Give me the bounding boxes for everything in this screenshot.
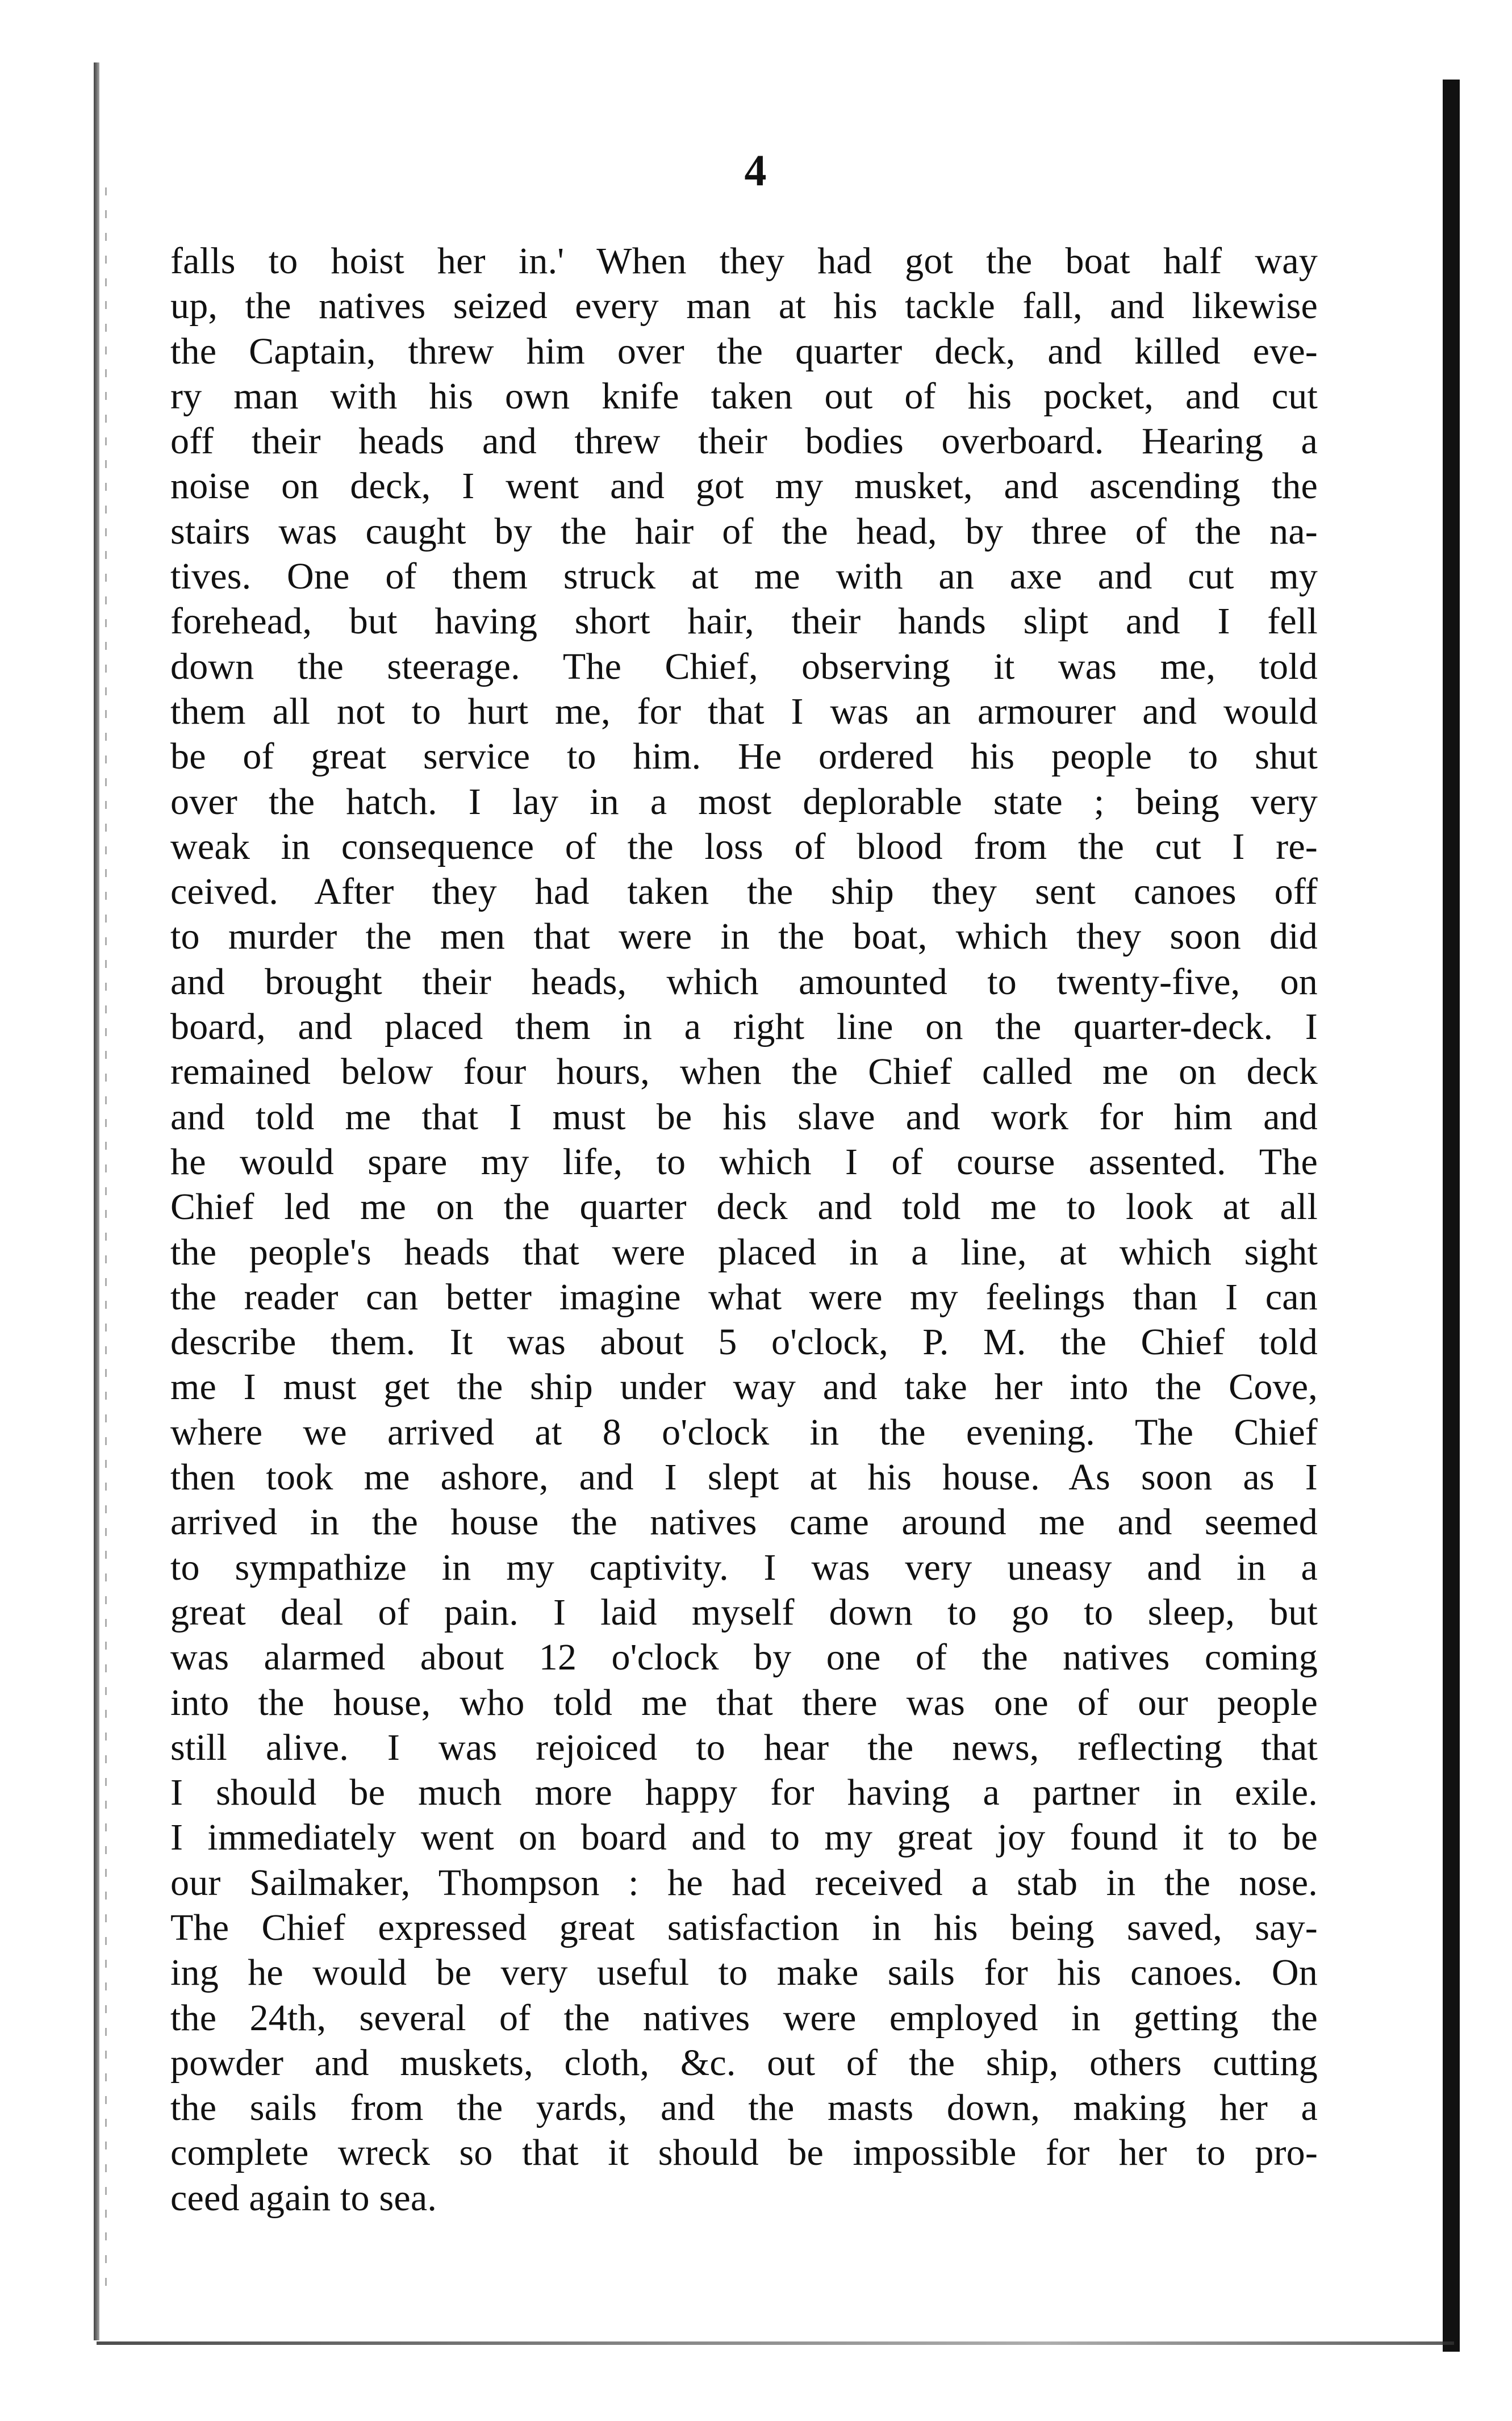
page-number: 4	[744, 145, 767, 195]
body-text	[170, 239, 1318, 2220]
text-line: the reader can better imagine what were my feelings than I can	[170, 1276, 1318, 1318]
text-line: where we arrived at 8 o'clock in the evening. The Chief	[170, 1411, 1318, 1453]
text-line: noise on deck, I went and got my musket, and ascending the	[170, 465, 1318, 507]
text-line: Chief led me on the quarter deck and told me to look at all	[170, 1186, 1318, 1228]
text-line: to sympathize in my captivity. I was very uneasy and in a	[170, 1546, 1318, 1588]
text-line: he would spare my life, to which I of course assented. The	[170, 1141, 1318, 1183]
page-binding-marks	[105, 187, 107, 2289]
text-line: and told me that I must be his slave and work for him and	[170, 1096, 1318, 1138]
text-line: to murder the men that were in the boat, which they soon did	[170, 916, 1318, 958]
text-line: describe them. It was about 5 o'clock, P. M. the Chief told	[170, 1321, 1318, 1363]
text-line: up, the natives seized every man at his tackle fall, and likewise	[170, 285, 1318, 327]
text-line: tives. One of them struck at me with an axe and cut my	[170, 556, 1318, 598]
page-left-edge	[94, 62, 99, 2340]
text-line: the sails from the yards, and the masts down, making her a	[170, 2087, 1318, 2129]
text-line: stairs was caught by the hair of the head, by three of the na-	[170, 510, 1318, 552]
text-line: The Chief expressed great satisfaction in his being saved, say-	[170, 1906, 1318, 1948]
text-line: arrived in the house the natives came around me and seemed	[170, 1501, 1318, 1543]
text-line: great deal of pain. I laid myself down to go to sleep, but	[170, 1591, 1318, 1633]
text-line: ing he would be very useful to make sails for his canoes. On	[170, 1952, 1318, 1994]
text-line: be of great service to him. He ordered his people to shut	[170, 736, 1318, 778]
text-line: complete wreck so that it should be impossible for her to pro-	[170, 2132, 1318, 2174]
text-line: board, and placed them in a right line on the quarter-deck. I	[170, 1006, 1318, 1048]
text-line: falls to hoist her in.' When they had got the boat half way	[170, 240, 1318, 282]
text-line: I should be much more happy for having a partner in exile.	[170, 1772, 1318, 1814]
text-line: ceived. After they had taken the ship they sent canoes off	[170, 871, 1318, 913]
text-line: the people's heads that were placed in a line, at which sight	[170, 1231, 1318, 1273]
page-right-edge	[1443, 80, 1460, 2352]
text-line: then took me ashore, and I slept at his house. As soon as I	[170, 1456, 1318, 1498]
text-line: was alarmed about 12 o'clock by one of the natives coming	[170, 1637, 1318, 1679]
text-line: them all not to hurt me, for that I was an armourer and would	[170, 690, 1318, 732]
text-line: me I must get the ship under way and take her into the Cove,	[170, 1366, 1318, 1408]
text-line: off their heads and threw their bodies overboard. Hearing a	[170, 420, 1318, 462]
text-line: still alive. I was rejoiced to hear the news, reflecting that	[170, 1726, 1318, 1768]
text-line: and brought their heads, which amounted to twenty-five, on	[170, 961, 1318, 1003]
text-line: powder and muskets, cloth, &c. out of the ship, others cutting	[170, 2042, 1318, 2084]
text-line: the Captain, threw him over the quarter deck, and killed eve-	[170, 330, 1318, 372]
text-line: over the hatch. I lay in a most deplorable state ; being very	[170, 780, 1318, 823]
text-line: our Sailmaker, Thompson : he had received a stab in the nose.	[170, 1861, 1318, 1904]
page-bottom-edge	[97, 2341, 1454, 2345]
text-line: forehead, but having short hair, their hands slipt and I fell	[170, 600, 1318, 642]
text-line: into the house, who told me that there was one of our people	[170, 1681, 1318, 1723]
text-line: the 24th, several of the natives were employed in getting the	[170, 1997, 1318, 2039]
text-line: weak in consequence of the loss of blood from the cut I re-	[170, 825, 1318, 867]
text-line: remained below four hours, when the Chief called me on deck	[170, 1051, 1318, 1093]
text-line-last: ceed again to sea.	[170, 2177, 437, 2219]
text-line: down the steerage. The Chief, observing it was me, told	[170, 645, 1318, 687]
text-line: ry man with his own knife taken out of his pocket, and cut	[170, 375, 1318, 417]
text-line: I immediately went on board and to my great joy found it to be	[170, 1817, 1318, 1859]
